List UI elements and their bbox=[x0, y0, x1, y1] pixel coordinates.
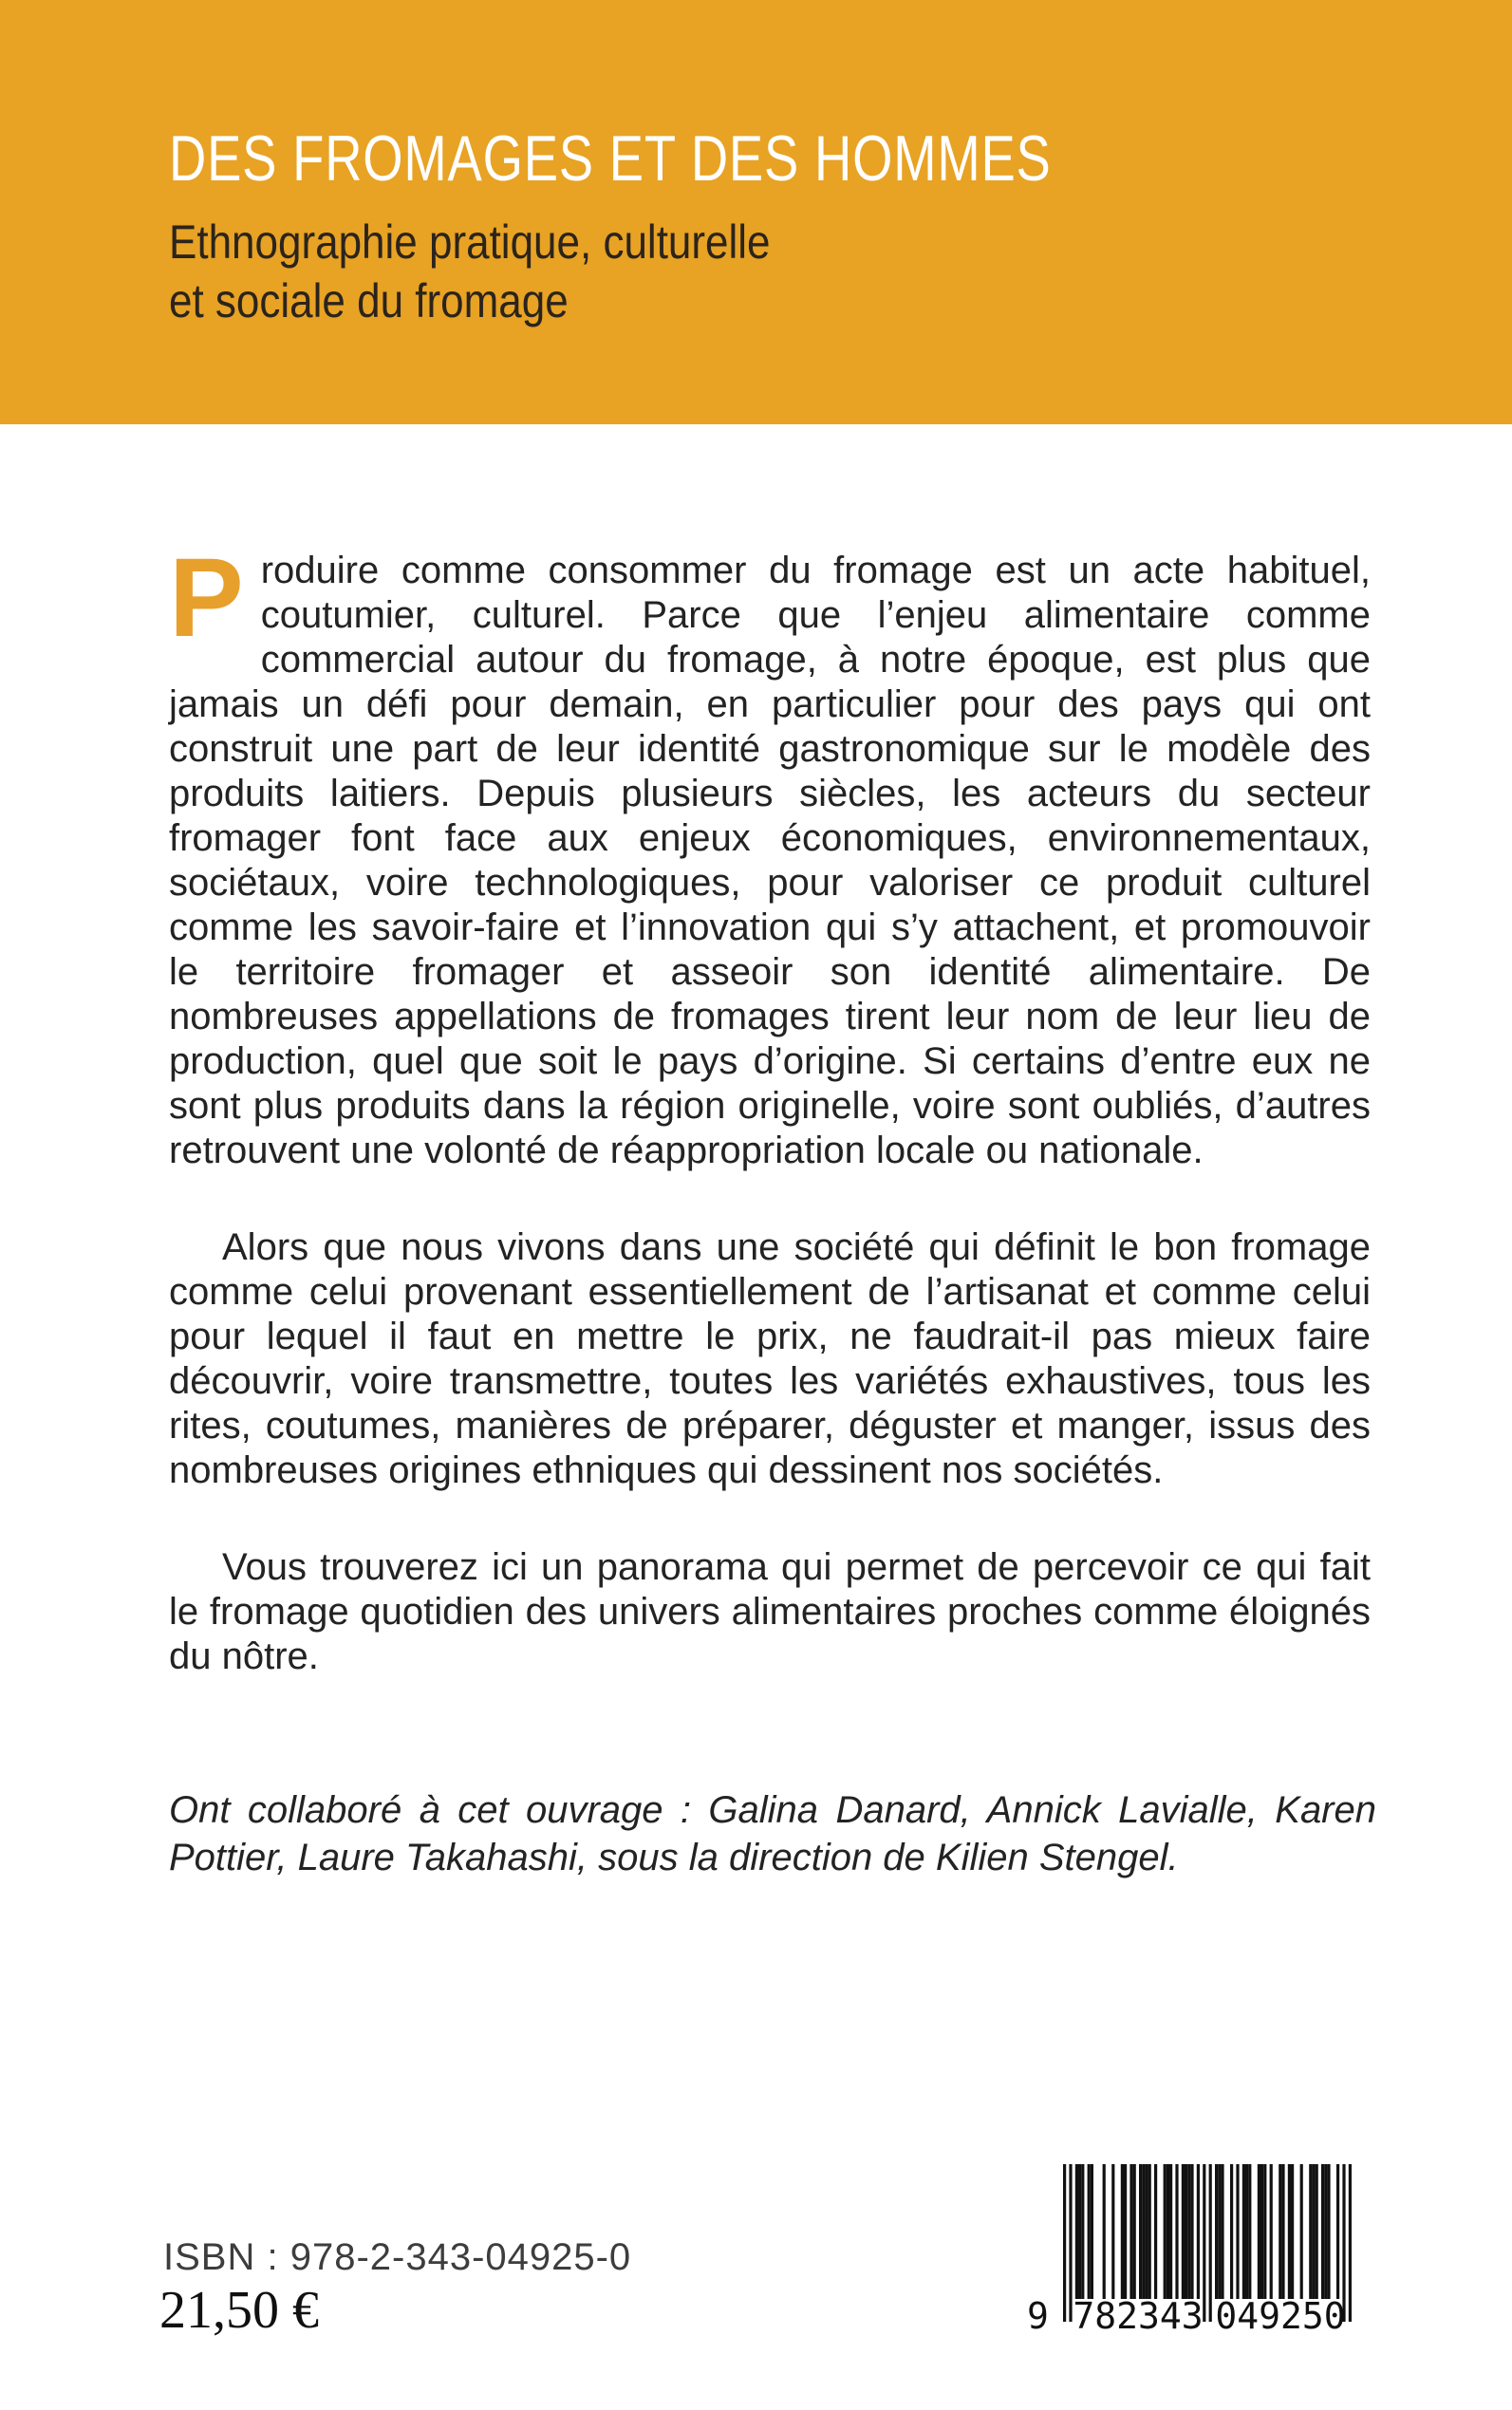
dropcap-letter: P bbox=[169, 535, 244, 661]
book-subtitle-line2: et sociale du fromage bbox=[169, 274, 569, 327]
book-title bbox=[169, 121, 1272, 196]
isbn-text: ISBN : 978-2-343-04925-0 bbox=[163, 2236, 632, 2278]
barcode-digit-first: 9 bbox=[1027, 2295, 1049, 2337]
paragraph-2: Alors que nous vivons dans une société qui définit le bon fromage comme celui provenant essentiellement de l’artisanat et comme celui pour lequel il faut en mettre le prix, ne faudrait-il pas mieux faire découvrir, voire transmettre, toutes les variétés exhaustives, tous les rites, coutumes, manières de préparer, déguster et manger, issus des nombreuses origines ethniques qui dessinent nos sociétés. bbox=[169, 1226, 1371, 1491]
paragraph-3: Vous trouverez ici un panorama qui permet de percevoir ce qui fait le fromage quotidien des univers alimentaires proches comme éloignés du nôtre. bbox=[169, 1546, 1371, 1677]
paragraph-1 bbox=[169, 535, 1371, 1173]
book-subtitle bbox=[169, 213, 852, 330]
barcode-digits-right: 049250 bbox=[1215, 2295, 1346, 2337]
back-cover-text bbox=[169, 535, 1371, 1679]
paragraph-1-text: roduire comme consommer du fromage est un acte habituel, coutumier, culturel. Parce que l’enjeu alimentaire comme commercial autour du fromage, à notre époque, est plus que jamais un défi pour demain, en particulier pour des pays qui ont construit une part de leur identité gastronomique sur le modèle des produits laitiers. Depuis plusieurs siècles, les acteurs du secteur fromager font face aux enjeux économiques, environnementaux, sociétaux, voire technologiques, pour valoriser ce produit culturel comme les savoir-faire et l’innovation qui s’y attachent, et promouvoir le territoire fromager et asseoir son identité alimentaire. De nombreuses appellations de fromages tirent leur nom de leur lieu de production, quel que soit le pays d’origine. Si certains d’entre eux ne sont plus produits dans la région originelle, voire sont oubliés, d’autres retrouvent une volonté de réappropriation locale ou nationale. bbox=[169, 550, 1371, 1171]
book-title-text: DES FROMAGES ET DES HOMMES bbox=[169, 122, 1052, 195]
header-band bbox=[0, 0, 1512, 424]
price-text: 21,50 € bbox=[159, 2281, 319, 2340]
contributors-note: Ont collaboré à cet ouvrage : Galina Danard, Annick Lavialle, Karen Pottier, Laure Takahashi, sous la direction de Kilien Stengel. bbox=[169, 1789, 1376, 1878]
book-subtitle-line1: Ethnographie pratique, culturelle bbox=[169, 215, 771, 269]
barcode bbox=[1027, 2164, 1359, 2349]
barcode-digits-left: 782343 bbox=[1073, 2295, 1204, 2337]
